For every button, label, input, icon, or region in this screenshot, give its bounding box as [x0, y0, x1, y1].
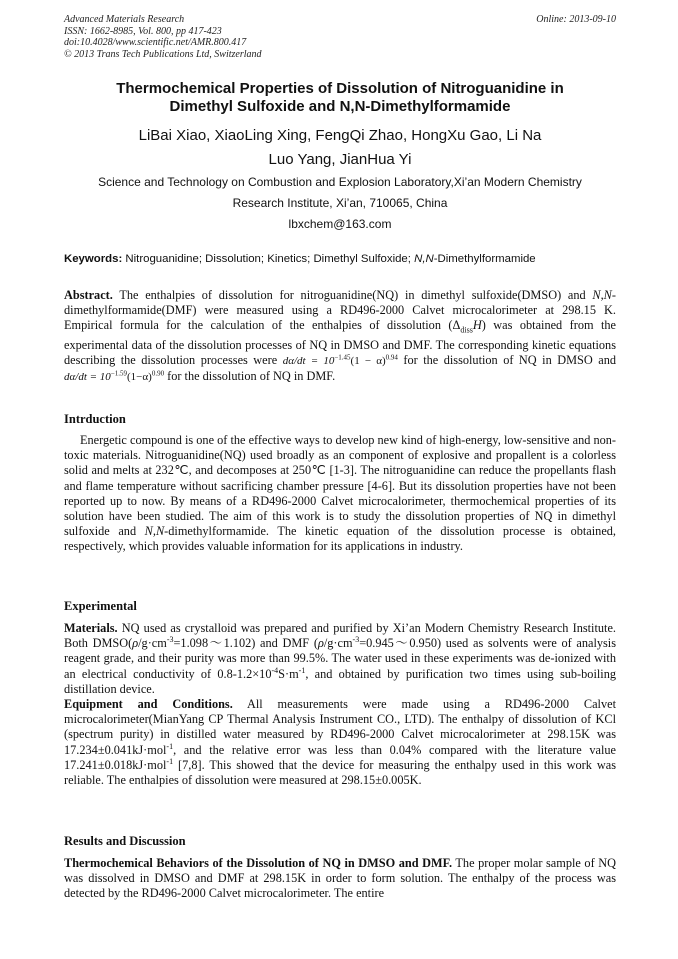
journal-header: [64, 14, 616, 60]
authors-line-2: Luo Yang, JianHua Yi: [268, 151, 412, 168]
materials-text-4: , and obtained by purification two times using sub-boiling distillation device.: [64, 666, 616, 696]
eq2-exponent: −1.59: [110, 369, 128, 378]
eq1-factor: (1 − α): [350, 355, 386, 368]
abstract: [64, 288, 616, 386]
keywords: [64, 252, 624, 267]
equip-text-2: , and the relative error was less than 0.04% compared with the literature value 17.241±0.018kJ·mol: [64, 742, 616, 772]
eq1-left: dα/dt = 10: [282, 355, 335, 368]
online-date: Online: 2013-09-10: [536, 14, 616, 25]
kinetic-equation-dmf: [64, 371, 164, 383]
results-body: [64, 856, 616, 902]
eq2-factor: (1−α): [127, 371, 152, 384]
introduction-body: [64, 433, 616, 555]
results-heading: Results and Discussion: [64, 834, 186, 848]
intro-nn: N,N: [144, 524, 165, 539]
density-unit-2: /g·cm: [323, 636, 353, 651]
experimental-body: [64, 621, 616, 788]
materials-label: Materials.: [64, 621, 118, 635]
paper-title: [64, 80, 616, 116]
eq2-power: 0.90: [151, 369, 165, 378]
abstract-text-1: The enthalpies of dissolution for nitroguanidine(NQ) in dimethyl sulfoxide(DMSO) and: [112, 288, 593, 302]
title-line-2: Dimethyl Sulfoxide and N,N-Dimethylformamide: [169, 98, 511, 115]
journal-name: Advanced Materials Research: [64, 14, 185, 25]
abstract-text-2: -dimethylformamide(DMF) were measured using a RD496-2000 Calvet microcalorimeter at 298.15 K. Empirical formula for the calculation of the enthalpies of dissolution (Δ: [64, 288, 616, 333]
doi: doi:10.4028/www.scientific.net/AMR.800.417: [64, 37, 247, 48]
authors-line-1: LiBai Xiao, XiaoLing Xing, FengQi Zhao, HongXu Gao, Li Na: [138, 127, 542, 144]
rho-symbol-1: ρ: [132, 636, 139, 651]
author-email: lbxchem@163.com: [288, 217, 392, 231]
affiliation: [64, 172, 616, 235]
abstract-text-4: for the dissolution of NQ in DMSO and: [397, 353, 617, 368]
conductivity-unit: S·m: [278, 666, 299, 681]
keywords-label: Keywords:: [64, 253, 123, 265]
density-exp-2: -3: [352, 635, 360, 645]
title-line-1: Thermochemical Properties of Dissolution of Nitroguanidine in: [116, 80, 564, 97]
materials-text-2: =1.098～1.102) and DMF (: [173, 636, 318, 651]
density-exp-1: -3: [166, 635, 174, 645]
intro-text-2: -dimethylformamide. The kinetic equation of the dissolution processe is obtained, respectively, which provides valuable information for its applications in industry.: [64, 524, 617, 554]
materials-text-1: NQ used as crystalloid was prepared and purified by Xi’an Modern Chemistry Research Institute. Both DMSO(: [64, 621, 616, 651]
conductivity-exp: -4: [271, 665, 279, 675]
experimental-heading: Experimental: [64, 599, 137, 613]
mol-exp-2: -1: [166, 756, 174, 766]
equip-text-3: [7,8]. This showed that the device for measuring the enthalpy used in this work was reliable. The enthalpies of dissolution were measured at 298.15±0.005K.: [64, 757, 616, 788]
eq1-power: 0.94: [385, 353, 398, 362]
results-subheading: Thermochemical Behaviors of the Dissolution of NQ in DMSO and DMF.: [64, 856, 453, 870]
eq2-left: dα/dt = 10: [64, 371, 111, 384]
keywords-italic: N,N: [414, 253, 434, 265]
abstract-label: Abstract.: [64, 288, 113, 302]
abstract-h-symbol: H: [472, 318, 482, 333]
author-list: [64, 124, 616, 172]
density-unit-1: /g·cm: [138, 636, 167, 651]
abstract-text-5: for the dissolution of NQ in DMF.: [164, 369, 336, 384]
affiliation-line-1: Science and Technology on Combustion and Explosion Laboratory,Xi’an Modern Chemistry: [98, 175, 582, 189]
kinetic-equation-dmso: [283, 355, 398, 367]
eq1-exponent: −1.45: [334, 353, 351, 362]
affiliation-line-2: Research Institute, Xi’an, 710065, China: [232, 196, 448, 210]
rho-symbol-2: ρ: [317, 636, 324, 651]
abstract-text-3: ) was obtained from the experimental data of the dissolution processes of NQ in DMSO and DMF. The corresponding kinetic equations describing the dissolution processes were: [64, 318, 616, 368]
abstract-diss-sub: diss: [460, 325, 473, 335]
issn: ISSN: 1662-8985, Vol. 800, pp 417-423: [64, 25, 222, 37]
abstract-nn: N,N: [592, 288, 612, 302]
results-text: The proper molar sample of NQ was dissolved in DMSO and DMF at 298.15K in order to form solution. The enthalpy of the process was detected by the RD496-2000 Calvet microcalorimeter. The entire: [64, 856, 616, 901]
equipment-label: Equipment and Conditions.: [64, 697, 233, 712]
copyright: © 2013 Trans Tech Publications Ltd, Switzerland: [64, 48, 262, 60]
mol-exp-1: -1: [166, 741, 174, 751]
keywords-text: Nitroguanidine; Dissolution; Kinetics; Dimethyl Sulfoxide;: [122, 253, 415, 265]
conductivity-unit-exp: -1: [298, 665, 306, 675]
intro-text-1: Energetic compound is one of the effective ways to develop new kind of high-energy, low-sensitive and non-toxic materials. Nitroguanidine(NQ) used broadly as an component of explosive and propallent is a colorless solid and melts at 232℃, and decomposes at 250℃ [1-3]. The nitroguanidine can reduce the propellants flash and flame temperature without sacrificing chamber pressure [4-6]. But its dissolution properties have not been reported up to now. By means of a RD496-2000 Calvet microcalorimeter, thermochemical properties of its solution have been studied. The aim of this work is to study the dissolution properties of NQ in dimethyl sulfoxide and: [64, 433, 616, 539]
introduction-heading: Intrduction: [64, 412, 126, 426]
equip-text-1: All measurements were made using a RD496-2000 Calvet microcalorimeter(MianYang CP Thermal Analysis Instrument CO., LTD). The enthalpy of dissolution of KCl (spectrum purity) in distilled water measured by RD496-2000 Calvet microcalorimeter at 298.15K was 17.234±0.041kJ·mol: [64, 697, 616, 757]
materials-text-3: =0.945～0.950) used as solvents were of analysis reagent grade, and their purity was more than 99.5%. The water used in these experiments was de-ionized with an electrical conductivity of 0.8-1.2×10: [64, 636, 617, 681]
keywords-tail: -Dimethylformamide: [433, 253, 536, 265]
